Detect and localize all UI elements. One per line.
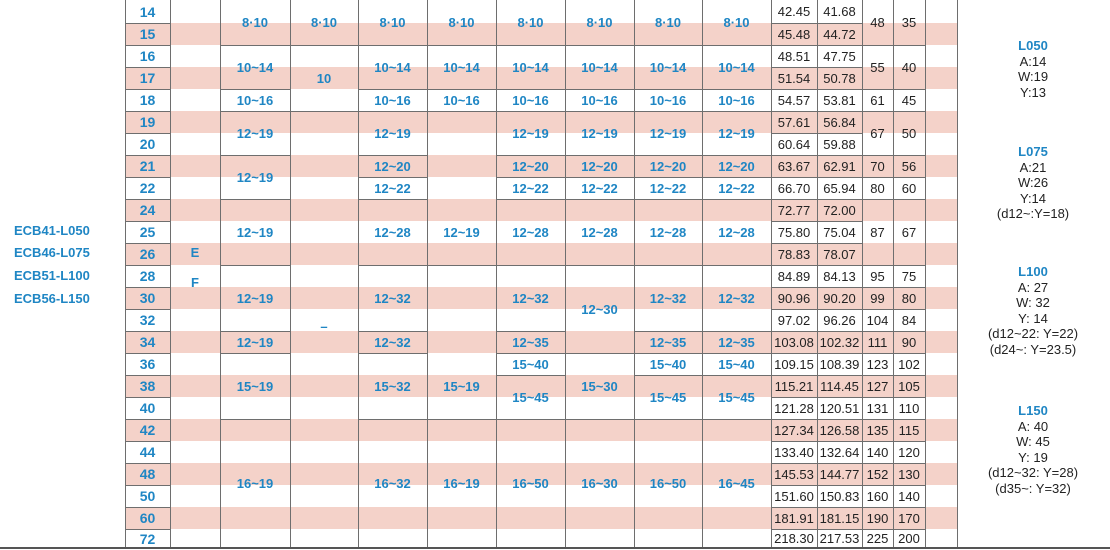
bore-range-cell: 8·10	[310, 15, 338, 30]
bore-range-cell: 12~19	[236, 169, 274, 185]
dimension-value: 72.00	[823, 202, 856, 218]
bore-range-cell: 16~19	[236, 476, 274, 491]
dimension-value: 47.75	[823, 48, 856, 64]
note-line: W: 32	[1016, 295, 1050, 310]
pair-value: 200	[898, 531, 920, 546]
pair-value: 111	[867, 334, 888, 350]
grid-line	[925, 0, 926, 548]
bore-range-cell: 16~50	[512, 476, 549, 491]
size-cell: 28	[139, 268, 156, 284]
pair-value: 80	[870, 180, 885, 196]
pair-value: 131	[866, 400, 889, 416]
bore-range-cell: 12~35	[649, 334, 687, 350]
note-l100	[958, 264, 1108, 357]
dimension-value: 217.53	[819, 531, 860, 546]
type-marker: E	[190, 244, 200, 260]
dimension-value: 114.45	[820, 378, 859, 394]
pair-value: 225	[866, 531, 889, 546]
pair-value: 130	[898, 466, 920, 482]
dimension-value: 51.54	[777, 70, 811, 86]
dimension-value: 109.15	[774, 356, 814, 372]
bore-range-cell: 10~16	[236, 92, 274, 108]
size-cell: 20	[139, 136, 156, 152]
pair-value: 45	[901, 92, 917, 108]
note-line: W:26	[1017, 175, 1049, 190]
dimension-value: 57.61	[777, 114, 811, 130]
pair-value: 140	[898, 488, 920, 504]
note-line: Y:14	[1019, 190, 1047, 206]
pair-value: 75	[901, 268, 917, 284]
bore-range-cell: 15~19	[443, 378, 480, 394]
size-cell: 18	[139, 92, 156, 108]
bore-range-cell: 10~16	[718, 92, 755, 108]
bore-range-cell: 12~32	[512, 290, 549, 306]
bore-range-cell: 15~45	[718, 389, 755, 405]
pair-value: 48	[870, 15, 885, 30]
dimension-value: 90.96	[777, 290, 811, 306]
bore-range-cell: 15~40	[718, 356, 755, 372]
dimension-value: 127.34	[774, 422, 814, 438]
dimension-value: 53.81	[823, 92, 856, 108]
note-title: L150	[1018, 403, 1048, 418]
bore-range-cell: 12~20	[512, 158, 549, 174]
bore-range-cell: 10~14	[374, 59, 411, 75]
bore-range-cell: 12~32	[374, 334, 411, 350]
dimension-value: 44.72	[823, 26, 856, 42]
dimension-value: 54.57	[777, 92, 811, 108]
size-cell: 25	[139, 224, 156, 240]
size-cell: 42	[139, 422, 156, 438]
pair-value: 67	[901, 224, 917, 240]
bore-range-cell: 12~20	[649, 158, 687, 174]
pair-value: 104	[866, 312, 889, 328]
dimension-value: 75.80	[777, 224, 811, 240]
dimension-value: 45.48	[777, 26, 811, 42]
pair-value: 120	[898, 444, 920, 460]
bore-range-cell: 12~19	[443, 224, 480, 240]
dimension-value: 150.83	[819, 488, 860, 504]
bore-range-cell: 12~28	[718, 224, 755, 240]
dimension-value: 78.83	[777, 246, 811, 262]
pair-value: 56	[901, 158, 917, 174]
size-cell: 30	[139, 290, 156, 306]
size-cell: 50	[139, 488, 156, 504]
bore-range-cell: 15~30	[581, 378, 618, 394]
size-cell: 22	[139, 180, 156, 196]
bore-range-cell: 12~28	[512, 224, 549, 240]
bore-range-cell: 8·10	[241, 15, 269, 30]
pair-value: 87	[870, 224, 885, 240]
pair-value: 160	[866, 488, 889, 504]
bottom-rule	[0, 547, 1110, 549]
pair-value: 127	[866, 378, 889, 394]
bore-range-cell: 8·10	[654, 15, 682, 30]
pair-value: 70	[870, 158, 885, 174]
pair-value: 55	[870, 59, 885, 75]
dimension-value: 63.67	[777, 158, 811, 174]
bore-range-cell: 12~30	[581, 301, 618, 317]
dimension-value: 59.88	[823, 136, 856, 152]
dimension-value: 145.53	[774, 466, 814, 482]
note-line: W: 45	[1016, 434, 1050, 449]
size-cell: 72	[139, 530, 156, 547]
dimension-value: 181.15	[819, 510, 860, 526]
bore-range-cell: 12~32	[649, 290, 687, 306]
bore-range-cell: 12~22	[374, 180, 411, 196]
dimension-value: 132.64	[819, 444, 860, 460]
dimension-value: 144.77	[819, 466, 860, 482]
note-line: (d12~:Y=18)	[996, 206, 1070, 221]
dimension-value: 84.89	[777, 268, 811, 284]
bore-range-cell: 12~20	[374, 158, 411, 174]
bore-range-cell: 12~19	[649, 125, 687, 141]
type-marker: –	[320, 318, 328, 334]
pair-value: 105	[898, 378, 920, 394]
bore-range-cell: 15~32	[374, 378, 411, 394]
pair-value: 115	[898, 422, 920, 438]
note-line: A:21	[1019, 159, 1047, 175]
bore-range-cell: 10~14	[236, 59, 274, 75]
bore-range-cell: 12~19	[236, 290, 274, 306]
pair-value: 60	[901, 180, 917, 196]
dimension-value: 133.40	[774, 444, 814, 460]
size-cell: 34	[139, 334, 156, 350]
note-line: (d12~22: Y=22)	[987, 326, 1079, 341]
dimension-value: 78.07	[823, 246, 856, 262]
note-line: Y: 19	[1018, 449, 1048, 465]
dimension-value: 218.30	[774, 531, 814, 546]
dimension-value: 90.20	[823, 290, 856, 306]
bore-range-cell: 16~32	[374, 476, 411, 491]
dimension-value: 62.91	[823, 158, 856, 174]
bore-range-cell: 12~35	[718, 334, 755, 350]
bore-range-cell: 12~22	[512, 180, 549, 196]
dimension-value: 75.04	[823, 224, 856, 240]
bore-range-cell: 16~45	[718, 476, 755, 491]
grid-line	[427, 111, 496, 112]
size-cell: 32	[139, 312, 156, 328]
bore-range-cell: 10~16	[649, 92, 687, 108]
note-line: (d24~: Y=23.5)	[989, 341, 1077, 357]
bore-range-cell: 12~19	[512, 125, 549, 141]
bore-range-cell: 12~20	[718, 158, 755, 174]
dimension-value: 126.58	[819, 422, 860, 438]
size-cell: 26	[139, 246, 156, 262]
dimension-value: 48.51	[777, 48, 811, 64]
pair-value: 35	[901, 15, 917, 30]
dimension-value: 42.45	[777, 4, 811, 19]
grid-line	[427, 265, 496, 266]
dimension-value: 60.64	[777, 136, 811, 152]
bore-range-cell: 10~14	[443, 59, 480, 75]
pair-value: 84	[901, 312, 917, 328]
note-l150	[958, 403, 1108, 496]
bore-range-cell: 12~28	[649, 224, 687, 240]
note-line: (d35~: Y=32)	[995, 480, 1071, 496]
bore-range-cell: 12~19	[236, 224, 274, 240]
type-marker: F	[191, 274, 199, 290]
note-title: L100	[1018, 264, 1048, 279]
pair-value: 95	[870, 268, 885, 284]
bore-range-cell: 12~19	[718, 125, 755, 141]
size-cell: 44	[139, 444, 156, 460]
pair-value: 152	[866, 466, 889, 482]
pair-value: 123	[866, 356, 889, 372]
dimension-value: 65.94	[823, 180, 856, 196]
bore-range-cell: 8·10	[517, 15, 544, 30]
bore-range-cell: 10~14	[649, 59, 687, 75]
dimension-value: 84.13	[823, 268, 856, 284]
dimension-value: 102.32	[819, 334, 860, 350]
size-cell: 16	[139, 48, 156, 64]
dimension-value: 120.51	[819, 400, 860, 416]
bore-range-cell: 12~32	[718, 290, 755, 306]
model-label: ECB41-L050	[14, 223, 90, 238]
dimension-value: 181.91	[774, 510, 814, 526]
bore-range-cell: 8·10	[586, 15, 613, 30]
size-cell: 36	[139, 356, 156, 372]
bore-range-cell: 10~14	[718, 59, 755, 75]
dimension-value: 96.26	[823, 312, 856, 328]
note-l050	[958, 38, 1108, 100]
bore-range-cell: 12~19	[374, 125, 411, 141]
bore-range-cell: 10	[316, 70, 332, 86]
bore-range-cell: 8·10	[379, 15, 406, 30]
bore-range-cell: 15~45	[512, 389, 549, 405]
size-cell: 38	[139, 378, 156, 394]
size-cell: 24	[139, 202, 156, 218]
size-cell: 17	[139, 70, 156, 86]
note-title: L075	[1018, 144, 1048, 159]
bore-range-cell: 10~16	[581, 92, 618, 108]
pair-value: 102	[898, 356, 920, 372]
dimension-value: 103.08	[774, 334, 814, 350]
bore-range-cell: 10~16	[512, 92, 549, 108]
bore-range-cell: 12~19	[236, 334, 274, 350]
bore-range-cell: 12~28	[374, 224, 411, 240]
dimension-value: 108.39	[819, 356, 860, 372]
bore-range-cell: 12~19	[581, 125, 618, 141]
pair-value: 40	[901, 59, 917, 75]
size-cell: 14	[139, 3, 156, 20]
pair-value: 170	[898, 510, 920, 526]
bore-range-cell: 15~40	[649, 356, 687, 372]
dimension-value: 56.84	[823, 114, 856, 130]
dimension-value: 50.78	[823, 70, 856, 86]
note-line: (d12~32: Y=28)	[987, 465, 1079, 480]
dimension-value: 72.77	[777, 202, 811, 218]
dimension-value: 97.02	[777, 312, 811, 328]
pair-value: 135	[866, 422, 889, 438]
note-line: A:14	[1019, 53, 1047, 69]
pair-value: 61	[870, 92, 885, 108]
dimension-value: 41.68	[823, 4, 856, 19]
size-cell: 21	[139, 158, 156, 174]
pair-value: 110	[898, 400, 920, 416]
size-cell: 15	[139, 26, 156, 42]
pair-value: 140	[866, 444, 889, 460]
note-line: W:19	[1017, 69, 1049, 84]
note-line: A: 27	[1017, 279, 1049, 295]
size-cell: 48	[139, 466, 156, 482]
bore-range-cell: 8·10	[723, 15, 750, 30]
pair-value: 50	[901, 125, 917, 141]
bore-range-cell: 15~45	[649, 389, 687, 405]
pair-value: 99	[870, 290, 885, 306]
note-title: L050	[1018, 38, 1048, 53]
bore-range-cell: 12~28	[581, 224, 618, 240]
bore-range-cell: 12~32	[374, 290, 411, 306]
model-label: ECB56-L150	[14, 291, 90, 306]
size-cell: 40	[139, 400, 156, 416]
note-line: Y: 14	[1018, 310, 1048, 326]
bore-range-cell: 15~19	[236, 378, 274, 394]
pair-value: 90	[901, 334, 917, 350]
note-l075	[958, 144, 1108, 222]
model-label: ECB51-L100	[14, 268, 90, 283]
bore-range-cell: 10~14	[581, 59, 618, 75]
bore-range-cell: 12~22	[581, 180, 618, 196]
dimension-value: 115.21	[774, 378, 814, 394]
bore-range-cell: 12~20	[581, 158, 618, 174]
size-cell: 19	[139, 114, 156, 130]
bore-range-cell: 16~30	[581, 476, 618, 491]
bore-range-cell: 12~35	[512, 334, 549, 350]
pair-value: 80	[901, 290, 917, 306]
note-line: A: 40	[1017, 418, 1049, 434]
grid-line	[290, 111, 358, 112]
bore-range-cell: 15~40	[512, 356, 549, 372]
bore-range-cell: 10~14	[512, 59, 549, 75]
pair-value: 190	[866, 510, 889, 526]
bore-range-cell: 12~22	[649, 180, 687, 196]
bore-range-cell: 8·10	[448, 15, 475, 30]
model-label: ECB46-L075	[14, 245, 90, 260]
note-line: Y:13	[1019, 84, 1047, 100]
bore-range-cell: 10~16	[443, 92, 480, 108]
dimension-value: 66.70	[777, 180, 811, 196]
size-cell: 60	[139, 510, 156, 526]
bore-range-cell: 12~22	[718, 180, 755, 196]
bore-range-cell: 16~19	[443, 476, 480, 491]
bore-range-cell: 12~19	[236, 125, 274, 141]
pair-value: 67	[870, 125, 885, 141]
bore-range-cell: 16~50	[649, 476, 687, 491]
bore-range-cell: 10~16	[374, 92, 411, 108]
dimension-value: 121.28	[774, 400, 814, 416]
dimension-value: 151.60	[774, 488, 814, 504]
